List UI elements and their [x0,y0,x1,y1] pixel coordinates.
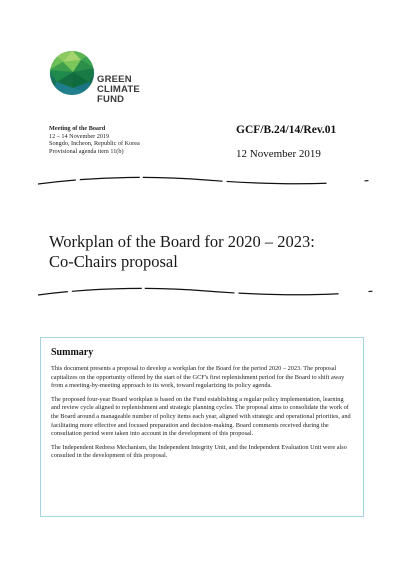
gcf-wordmark [97,75,140,105]
meeting-info [49,125,140,155]
wave-divider-top [38,176,374,188]
wordmark-line-fund: FUND [97,94,125,105]
document-code: GCF/B.24/14/Rev.01 [236,124,337,136]
wave-divider-bottom [38,287,374,299]
wordmark-line-green: GREEN [97,74,132,85]
title-line-2: Co-Chairs proposal [49,252,178,271]
document-date: 12 November 2019 [236,148,321,160]
title-line-1: Workplan of the Board for 2020 – 2023: [49,232,315,251]
summary-paragraph-1: This document presents a proposal to develop a workplan for the Board for the period 2020 – 2023. The proposal capitalizes on the opportunity offered by the start of the GCF's first replenishment period for the Board to shift away from a meeting-by-meeting approach to its work, toward regularizing its policy agenda. [51,365,345,390]
summary-paragraph-3: The Independent Redress Mechanism, the Independent Integrity Unit, and the Independent Evaluation Unit were also consulted in the development of this proposal. [51,443,347,460]
meeting-agenda: Provisional agenda item 11(b) [49,147,124,155]
meeting-location: Songdo, Incheon, Republic of Korea [49,140,140,148]
summary-heading: Summary [51,347,94,358]
meeting-dates: 12 – 14 November 2019 [49,132,110,140]
document-title [49,232,369,272]
gcf-globe-logo-icon [49,50,95,96]
meeting-title: Meeting of the Board [49,125,106,132]
wordmark-line-climate: CLIMATE [97,84,140,95]
summary-box [40,337,364,517]
summary-paragraph-2: The proposed four-year Board workplan is based on the Fund establishing a regular policy implementation, learning and review cycle aligned to replenishment and strategic planning cycles. The proposal aims to consolidate the work of the Board around a manageable number of policy items each year, aligned with strategic and operational priorities, and facilitating more effective and focused preparation and decision-making. Board comments received during the consultation period were taken into account in the development of this proposal. [51,395,351,438]
